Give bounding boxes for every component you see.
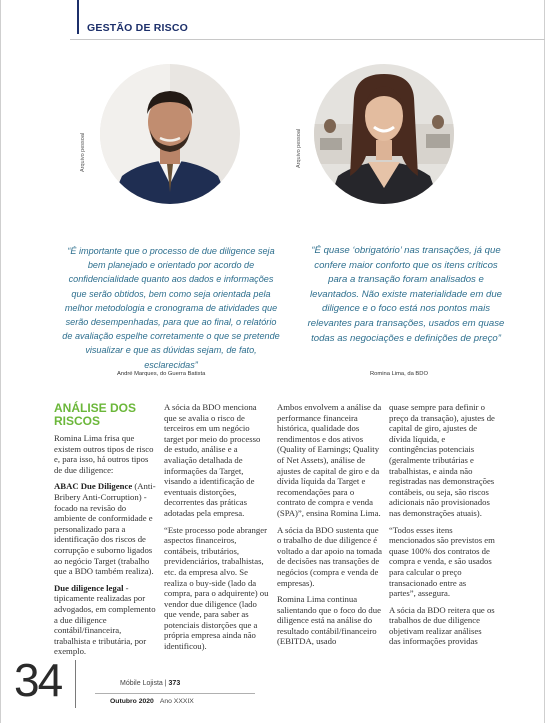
paragraph: A sócia da BDO menciona que se avalia o risco de terceiros em um negócio target por meio do processo de estudo, análise e a avaliação detalhada de informações da Target, visando a identificação de eventuais distorções, decorrentes das práticas adotadas pela empresa. [164,402,261,518]
term-bold: ABAC Due Diligence [54,481,133,492]
issue-year: Ano XXXIX [159,698,194,705]
page-border-left [0,0,1,723]
portrait-andre-marques [100,64,240,204]
article-heading: ANÁLISE DOS RISCOS [54,401,137,428]
section-divider [70,39,545,40]
photo-credit: Arquivo pessoal [80,132,86,172]
paragraph: Romina Lima frisa que existem outros tipos de risco e, para isso, há outros tipos de due diligence: [54,433,154,475]
portrait-man-image [100,64,240,204]
magazine-name: Móbile Lojista [120,680,163,687]
paragraph: “Todos esses itens mencionados são previstos em quase 100% dos contratos de compra e venda, e são usados para calcular o preço transacionado entre as partes”, assegura. [389,524,495,599]
issue-date: Outubro 2020 [110,698,154,705]
term-bold: Due diligence legal [54,582,124,593]
photo-credit: Arquivo pessoal [296,128,302,168]
article-column-4 [389,402,495,653]
section-title: GESTÃO DE RISCO [87,22,189,34]
footer-divider [95,693,255,694]
paragraph [54,481,156,576]
paragraph: A sócia da BDO sustenta que o trabalho de due diligence é voltado a dar apoio na tomada de decisões nas transações de negócios (compra e venda de empresas). [277,524,382,588]
paragraph: “Este processo pode abranger aspectos financeiros, contábeis, tributários, previdenciários, trabalhistas, etc. da empresa alvo. Se realiza o buy-side (lado da compra, para o adquirente) ou vendor due diligence (lado que vende, para saber as potenciais distorções que a própria empresa ainda não identificou). [164,524,269,652]
portrait-woman-image [314,64,454,204]
article-column-1 [54,402,156,663]
paragraph [54,583,156,657]
portrait-romina-lima [314,64,454,204]
paragraph: A sócia da BDO reitera que os trabalhos de due diligence objetivam realizar análises das informações providas [389,604,495,647]
page-number-divider [75,660,76,708]
pull-quote-andre: “É importante que o processo de due diligence seja bem planejado e orientado por acordo de confidencialidade quanto aos dados e informações que serão obtidos, bem como seja orientada pela melhor metodologia e cronograma de atividades que serão desempenhadas, para que ao final, o relatório de avaliação espelhe corretamente o que se pretende visualizar e que as dúvidas sejam, de fato, esclarecidas” [62,246,280,370]
paragraph: Ambos envolvem a análise da performance financeira histórica, qualidade dos rendimentos e dos ativos (Quality of Earnings; Quality of Net Assets), análise de ajustes de capital de giro e da dívida líquida da Target e recomendações para o contrato de compra e venda (SPA)”, ensina Romina Lima. [277,402,382,518]
paragraph: quase sempre para definir o preço da transação), ajustes de capital de giro, ajustes de dívida líquida, e contingências potenciais (geralmente tributárias e trabalhistas, e ainda não registradas nas demonstrações contábeis, ou seja, são riscos adicionais não provisionados nas demonstrações atuais). [389,402,495,518]
quote-attribution: André Marques, do Guerra Batista [117,371,206,377]
pull-quote-romina: “É quase ‘obrigatório’ nas transações, já que confere maior conforto que os itens críticos para a transação foram analisados e levantados. Não existe materialidade em due diligence e o foco está nos pontos mais relevantes para transações, usados em quase todas as negociações e definições de preço” [307,245,505,344]
term-description: (Anti-Bribery Anti-Corruption) - focado na revisão do ambiente de conformidade e personalizado para a identificação dos riscos de corrupção e suborno ligados ao negócio Target (trabalho que a BDO também realiza). [54,481,156,577]
section-header [70,0,545,40]
paragraph: Romina Lima continua salientando que o foco do due diligence está na análise do resultado contábil/financeiro (EBITDA, usado [277,594,381,647]
issue-number: 373 [168,680,181,687]
article-column-3 [277,402,383,653]
footer-date [110,698,194,705]
article-column-2 [164,402,269,658]
footer-magazine: Móbile Lojista | 373 [120,680,181,687]
term-description: - tipicamente realizadas por advogados, em complemento a due diligence contábil/financeira, trabalhista e tributária, por exemplo. [54,582,156,657]
quote-attribution: Romina Lima, da BDO [370,371,428,377]
page-number: 34 [14,654,62,706]
section-accent-bar [77,0,79,34]
